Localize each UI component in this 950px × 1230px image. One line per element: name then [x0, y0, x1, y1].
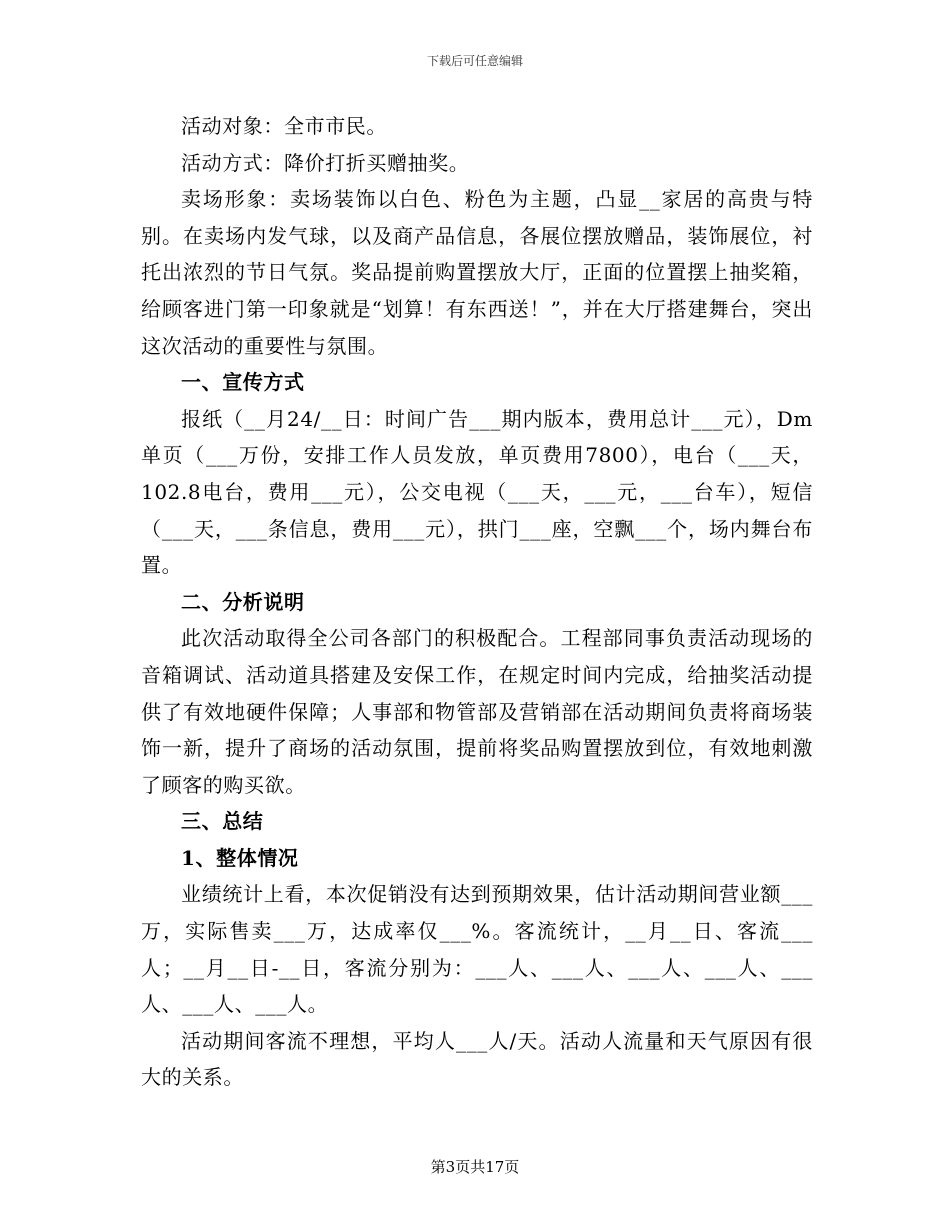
venue-image-paragraph: 卖场形象：卖场装饰以白色、粉色为主题，凸显__家居的高贵与特别。在卖场内发气球，以及商产品信息，各展位摆放赠品，装饰展位，衬托出浓烈的节日气氛。奖品提前购置摆放大厅，正面的位置摆上抽奖箱，给顾客进门第一印象就是“划算！有东西送！”，并在大厅搭建舞台，突出这次活动的重要性与氛围。 [141, 187, 813, 358]
analysis-heading: 二、分析说明 [181, 589, 305, 614]
overall-paragraph: 业绩统计上看，本次促销没有达到预期效果，估计活动期间营业额___万，实际售卖___万，达成率仅___%。客流统计，__月__日、客流___人；__月__日-__日，客流分别为：___人、___人、___人、___人、___人、___人、___人。 [141, 882, 813, 1017]
overall-heading: 1、整体情况 [181, 845, 299, 870]
traffic-paragraph: 活动期间客流不理想，平均人___人/天。活动人流量和天气原因有很大的关系。 [141, 1028, 813, 1090]
page-header-note: 下载后可任意编辑 [426, 54, 523, 68]
page-number-footer: 第3页共17页 [430, 1158, 520, 1176]
activity-method-paragraph: 活动方式：降价打折买赠抽奖。 [181, 150, 470, 175]
document-body [141, 108, 813, 1096]
analysis-paragraph: 此次活动取得全公司各部门的积极配合。工程部同事负责活动现场的音箱调试、活动道具搭建及安保工作，在规定时间内完成，给抽奖活动提供了有效地硬件保障；人事部和物管部及营销部在活动期间负责将商场装饰一新，提升了商场的活动氛围，提前将奖品购置摆放到位，有效地刺激了顾客的购买欲。 [141, 626, 813, 797]
activity-target-paragraph: 活动对象：全市市民。 [181, 114, 387, 138]
summary-heading: 三、总结 [181, 809, 264, 834]
promotion-paragraph: 报纸（__月24/__日：时间广告___期内版本，费用总计___元），Dm单页（___万份，安排工作人员发放，单页费用7800），电台（___天，102.8电台，费用___元），公交电视（___天，___元，___台车），短信（___天，___条信息，费用___元），拱门___座，空飘___个，场内舞台布置。 [141, 406, 813, 578]
promotion-heading: 一、宣传方式 [181, 370, 305, 395]
